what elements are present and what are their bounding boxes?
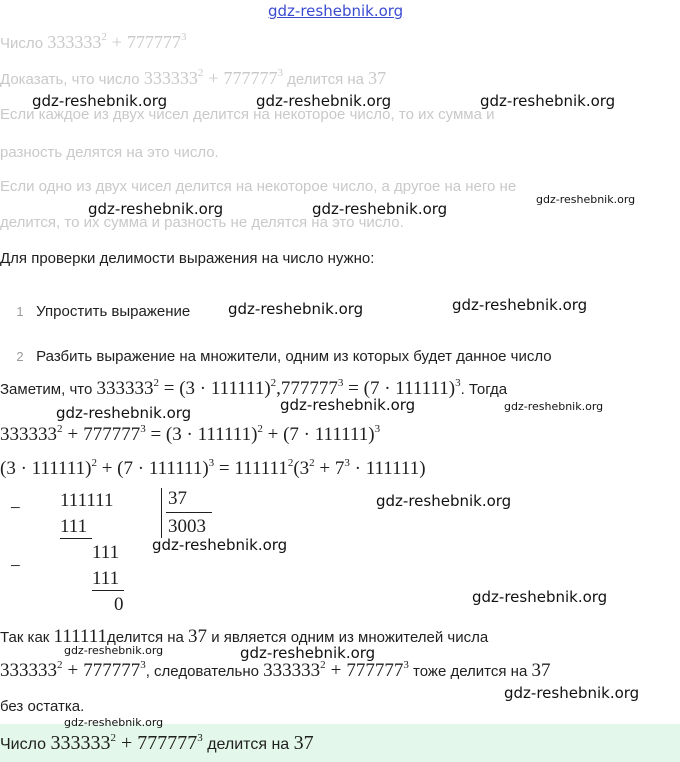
rule-1-line-1: Если каждое из двух чисел делится на некоторое число, то их сумма и [0,106,495,123]
rule-1-line-2: разность делятся на это число. [0,144,219,161]
solution-line-2: $333333^2 + 777777^3 = (3 \cdot 111111)^2 + (7 \cdot 111111)^3$ [0,423,381,445]
watermark: gdz-reshebnik.org [64,716,164,729]
division-remainder-1: 111 [92,542,120,563]
watermark: gdz-reshebnik.org [504,400,604,413]
watermark: gdz-reshebnik.org [536,193,636,206]
solution-note: Заметим, что $333333^2 = (3 \cdot 111111)^2,777777^3 = (7 \cdot 111111)^3$. Тогда [0,377,508,399]
method-intro: Для проверки делимости выражения на число нужно: [0,250,375,267]
conclusion-line-1: Так как 111111делится на 37 и является одним из множителей числа [0,626,489,647]
watermark: gdz-reshebnik.org [88,200,224,218]
method-step-1 [8,303,190,320]
watermark: gdz-reshebnik.org [452,296,588,314]
conclusion-line-3: без остатка. [0,698,85,715]
division-minus-2: − [10,556,21,577]
header-prefix: Число [0,35,44,52]
step-number: 1 [16,304,24,319]
rule-2-line-1: Если одно из двух чисел делится на некоторое число, а другое на него не [0,178,517,195]
division-bar [166,512,212,513]
rule-2-line-2: делится, то их сумма и разность не делятся на это число. [0,214,404,231]
watermark: gdz-reshebnik.org [376,492,512,510]
step-text: Упростить выражение [36,303,191,320]
watermark: gdz-reshebnik.org [32,92,168,110]
task-statement: Доказать, что число $333333^2 + 777777^3$ делится на 37 [0,67,387,88]
division-bracket [161,488,162,538]
watermark: gdz-reshebnik.org [480,92,616,110]
watermark: gdz-reshebnik.org [240,644,376,662]
problem-header [0,32,186,53]
conclusion-line-2: $333333^2 + 777777^3$, следовательно $333333^2 + 777777^3$ тоже делится на 37 [0,659,551,681]
division-divisor: 37 [168,488,187,509]
watermark: gdz-reshebnik.org [504,684,640,702]
division-minus-1: − [10,498,21,519]
division-underline-2 [92,590,124,591]
watermark-top[interactable]: gdz-reshebnik.org [268,2,404,20]
division-remainder-2: 0 [114,594,124,615]
division-subtrahend-2: 111 [92,568,120,589]
step-text: Разбить выражение на множители, одним из которых будет данное число [36,348,552,365]
division-subtrahend-1: 111 [60,516,88,537]
division-dividend: 111111 [60,490,114,511]
watermark: gdz-reshebnik.org [280,396,416,414]
watermark: gdz-reshebnik.org [312,200,448,218]
method-step-2 [8,348,552,365]
watermark: gdz-reshebnik.org [256,92,392,110]
watermark: gdz-reshebnik.org [64,644,164,657]
answer-text: Число $333333^2 + 777777^3$ делится на 37 [0,732,314,754]
division-underline-1 [60,538,92,539]
step-number: 2 [16,349,24,364]
watermark: gdz-reshebnik.org [56,404,192,422]
division-quotient: 3003 [168,516,206,537]
watermark: gdz-reshebnik.org [152,536,288,554]
solution-line-3: $(3 \cdot 111111)^2 + (7 \cdot 111111)^3 = 111111^2(3^2 + 7^3 \cdot 111111)$ [0,457,426,479]
watermark: gdz-reshebnik.org [472,588,608,606]
header-expression: $333333^2 + 777777^3$ [47,31,187,52]
watermark: gdz-reshebnik.org [228,300,364,318]
